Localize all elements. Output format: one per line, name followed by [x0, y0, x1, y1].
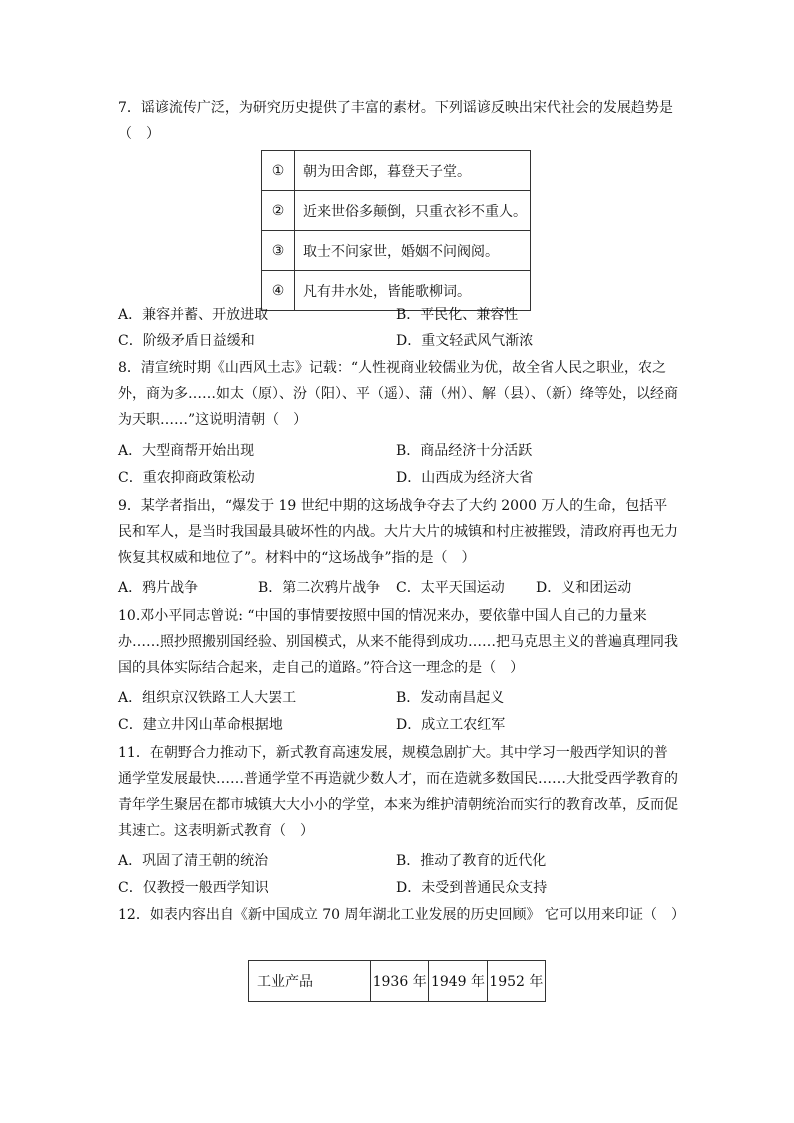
table-row: [249, 961, 546, 1002]
q9-option-d[interactable]: D．义和团运动: [536, 580, 632, 596]
row-number: ④: [262, 271, 295, 311]
question-12-stem: 12．如表内容出自《新中国成立 70 周年湖北工业发展的历史回顾》 它可以用来印证（ ）: [118, 907, 685, 923]
question-7-table: [261, 150, 531, 311]
q10-option-a[interactable]: A．组织京汉铁路工人大罢工: [118, 690, 297, 706]
question-11-stem: 11．在朝野合力推动下，新式教育高速发展，规模急剧扩大。其中学习一般西学知识的普通学堂发展最快……普通学堂不再造就少数人才，而在造就多数国民……大批受西学教育的青年学生聚居在都市城镇大大小小的学堂，本来为维护清朝统治而实行的教育改革，反而促其速亡。这表明新式教育（ ）: [118, 745, 678, 839]
question-7-stem: 7．谣谚流传广泛，为研究历史提供了丰富的素材。下列谣谚反映出宋代社会的发展趋势是（ ）: [118, 100, 673, 142]
q10-option-c[interactable]: C．建立井冈山革命根据地: [118, 717, 283, 733]
table-header-year: 1949 年: [429, 961, 487, 1002]
q7-option-b[interactable]: B．平民化、兼容性: [396, 307, 519, 323]
table-row: [262, 191, 531, 231]
row-text: 取士不问家世，婚姻不问阀阅。: [295, 231, 531, 271]
q11-option-b[interactable]: B．推动了教育的近代化: [396, 853, 547, 869]
table-row: [262, 231, 531, 271]
q10-option-b[interactable]: B．发动南昌起义: [396, 690, 505, 706]
question-12-table: [248, 960, 546, 1002]
q10-option-d[interactable]: D．成立工农红军: [396, 717, 506, 733]
q9-option-c[interactable]: C．太平天国运动: [396, 580, 505, 596]
table-header-product: 工业产品: [249, 961, 371, 1002]
q7-option-c[interactable]: C．阶级矛盾日益缓和: [118, 333, 255, 349]
row-text: 近来世俗多颠倒，只重衣衫不重人。: [295, 191, 531, 231]
q8-option-a[interactable]: A．大型商帮开始出现: [118, 443, 255, 459]
q9-option-b[interactable]: B．第二次鸦片战争: [258, 580, 381, 596]
question-9-stem: 9．某学者指出，“爆发于 19 世纪中期的这场战争夺去了大约 2000 万人的生命，包括平民和军人，是当时我国最具破坏性的内战。大片大片的城镇和村庄被摧毁，清政府再也无力恢复其权威和地位了”。材料中的“这场战争”指的是（ ）: [118, 498, 678, 566]
table-row: [262, 151, 531, 191]
row-number: ②: [262, 191, 295, 231]
row-text: 凡有井水处，皆能歌柳词。: [295, 271, 531, 311]
table-header-year: 1952 年: [487, 961, 545, 1002]
q11-option-a[interactable]: A．巩固了清王朝的统治: [118, 853, 269, 869]
q7-option-a[interactable]: A．兼容并蓄、开放进取: [118, 307, 269, 323]
table-header-year: 1936 年: [371, 961, 429, 1002]
q7-option-d[interactable]: D．重文轻武风气渐浓: [396, 333, 534, 349]
q8-option-d[interactable]: D．山西成为经济大省: [396, 470, 534, 486]
question-8-stem: 8．清宣统时期《山西风土志》记载：“人性视商业较儒业为优，故全省人民之职业，农之外，商为多……如太（原）、汾（阳）、平（遥）、蒲（州）、解（县）、（新）绛等处，以经商为天职……”这说明清朝（ ）: [118, 360, 678, 428]
q8-option-c[interactable]: C．重农抑商政策松动: [118, 470, 255, 486]
q9-option-a[interactable]: A．鸦片战争: [118, 580, 199, 596]
question-10-stem: 10.邓小平同志曾说: “中国的事情要按照中国的情况来办，要依靠中国人自己的力量来办……照抄照搬别国经验、别国模式，从来不能得到成功……把马克思主义的普遍真理同我国的具体实际结合起来，走自己的道路。”符合这一理念的是（ ）: [118, 608, 678, 676]
q8-option-b[interactable]: B．商品经济十分活跃: [396, 443, 533, 459]
row-number: ①: [262, 151, 295, 191]
row-text: 朝为田舍郎，暮登天子堂。: [295, 151, 531, 191]
q11-option-d[interactable]: D．未受到普通民众支持: [396, 880, 548, 896]
row-number: ③: [262, 231, 295, 271]
q11-option-c[interactable]: C．仅教授一般西学知识: [118, 880, 269, 896]
